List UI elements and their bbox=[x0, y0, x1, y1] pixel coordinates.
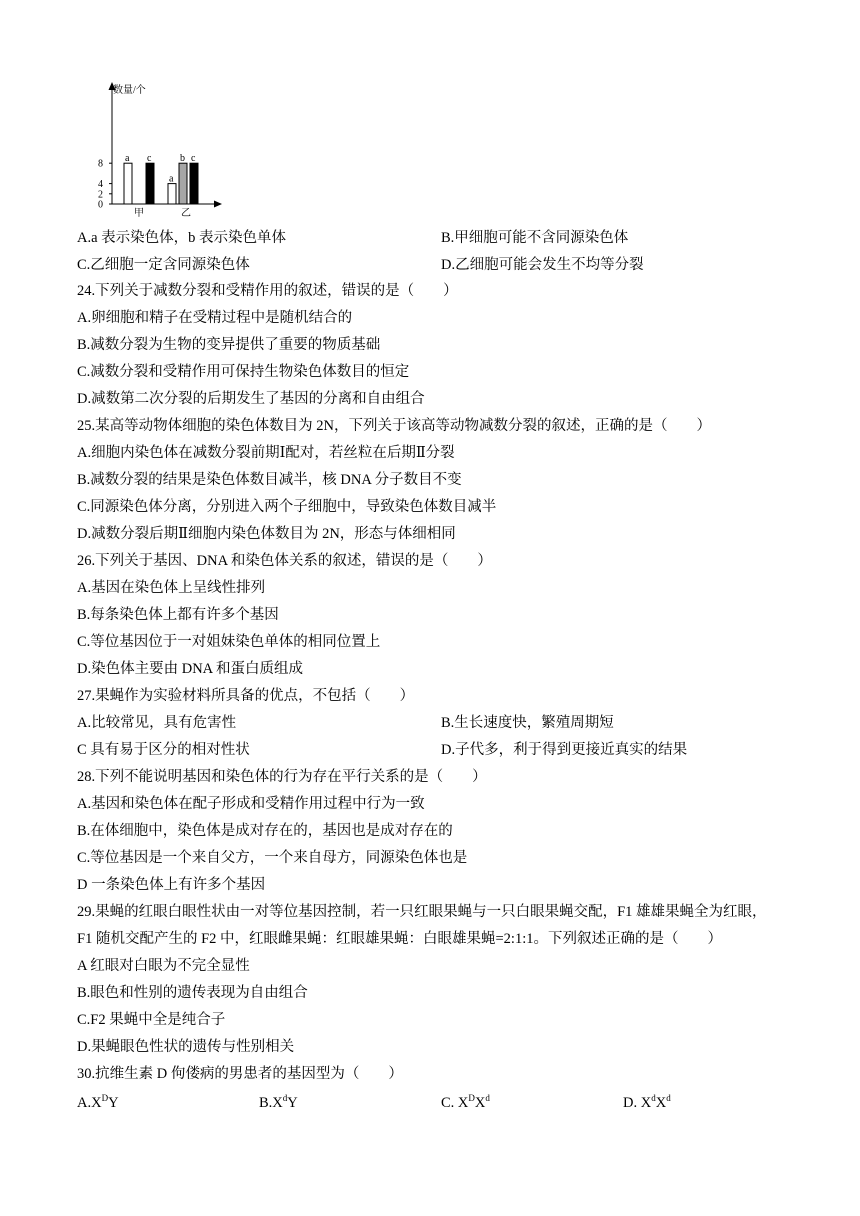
q30-option-a: $A.X^DY$ bbox=[77, 1093, 119, 1111]
q26-option-c: C.等位基因位于一对姐妹染色单体的相同位置上 bbox=[77, 634, 381, 650]
bar-label: c bbox=[147, 153, 152, 165]
bar-label: a bbox=[169, 173, 174, 185]
q27-stem: 27.果蝇作为实验材料所具备的优点，不包括（ ） bbox=[77, 688, 415, 704]
bar-b-1 bbox=[179, 163, 187, 204]
category-label: 乙 bbox=[181, 208, 191, 219]
bar-label: b bbox=[180, 153, 185, 165]
q27-option-a: A.比较常见，具有危害性 bbox=[77, 715, 237, 731]
y-tick-label: 8 bbox=[98, 158, 103, 170]
q24-option-b: B.减数分裂为生物的变异提供了重要的物质基础 bbox=[77, 337, 381, 353]
q24-option-d: D.减数第二次分裂的后期发生了基因的分离和自由组合 bbox=[77, 391, 425, 407]
y-tick-label: 0 bbox=[98, 199, 103, 211]
q29-option-b: B.眼色和性别的遗传表现为自由组合 bbox=[77, 985, 308, 1001]
q24-stem: 24.下列关于减数分裂和受精作用的叙述，错误的是（ ） bbox=[77, 283, 458, 299]
q27-option-d: D.子代多，利于得到更接近真实的结果 bbox=[441, 742, 688, 758]
q23-option-a: A.a 表示染色体，b 表示染色单体 bbox=[77, 230, 287, 246]
q26-stem: 26.下列关于基因、DNA 和染色体关系的叙述，错误的是（ ） bbox=[77, 553, 492, 569]
q29-stem-line2: F1 随机交配产生的 F2 中，红眼雌果蝇：红眼雄果蝇：白眼雄果蝇=2:1:1。下列叙述正确的是（ ） bbox=[77, 931, 722, 947]
q23-option-d: D.乙细胞可能会发生不均等分裂 bbox=[441, 257, 644, 273]
q29-option-c: C.F2 果蝇中全是纯合子 bbox=[77, 1012, 226, 1028]
q30-option-c: C. $X^DX^d$ bbox=[441, 1093, 490, 1111]
q30-option-b: $B.X^dY$ bbox=[259, 1093, 298, 1111]
x-axis-arrow bbox=[214, 201, 222, 208]
q29-option-d: D.果蝇眼色性状的遗传与性别相关 bbox=[77, 1039, 295, 1055]
q30-option-d: D. $X^dX^d$ bbox=[623, 1093, 671, 1111]
q28-option-c: C.等位基因是一个来自父方，一个来自母方，同源染色体也是 bbox=[77, 850, 468, 866]
q30-stem: 30.抗维生素 D 佝偻病的男患者的基因型为（ ） bbox=[77, 1066, 403, 1082]
y-axis-label: 数量/个 bbox=[113, 85, 146, 96]
q28-option-d: D 一条染色体上有许多个基因 bbox=[77, 877, 266, 893]
q25-stem: 25.某高等动物体细胞的染色体数目为 2N，下列关于该高等动物减数分裂的叙述，正确的是（ ） bbox=[77, 418, 711, 434]
bar-c-0 bbox=[146, 163, 154, 204]
bar-chart bbox=[92, 80, 242, 220]
q25-option-d: D.减数分裂后期Ⅱ细胞内染色体数目为 2N，形态与体细相同 bbox=[77, 526, 456, 542]
q26-option-d: D.染色体主要由 DNA 和蛋白质组成 bbox=[77, 661, 303, 677]
q29-stem-line1: 29.果蝇的红眼白眼性状由一对等位基因控制，若一只红眼果蝇与一只白眼果蝇交配，F1 雄雄果蝇全为红眼， bbox=[77, 904, 767, 920]
q27-option-c: C 具有易于区分的相对性状 bbox=[77, 742, 250, 758]
bar-label: a bbox=[125, 153, 130, 165]
q27-option-b: B.生长速度快，繁殖周期短 bbox=[441, 715, 614, 731]
q28-option-b: B.在体细胞中，染色体是成对存在的，基因也是成对存在的 bbox=[77, 823, 453, 839]
q23-option-b: B.甲细胞可能不含同源染色体 bbox=[441, 230, 629, 246]
q24-option-a: A.卵细胞和精子在受精过程中是随机结合的 bbox=[77, 310, 353, 326]
q23-option-c: C.乙细胞一定含同源染色体 bbox=[77, 257, 250, 273]
category-label: 甲 bbox=[134, 208, 144, 219]
y-tick-label: 2 bbox=[98, 189, 103, 201]
q24-option-c: C.减数分裂和受精作用可保持生物染色体数目的恒定 bbox=[77, 364, 410, 380]
q29-option-a: A 红眼对白眼为不完全显性 bbox=[77, 958, 250, 974]
q25-option-c: C.同源染色体分离，分别进入两个子细胞中，导致染色体数目减半 bbox=[77, 499, 497, 515]
bar-c-1 bbox=[190, 163, 198, 204]
bar-a-0 bbox=[124, 163, 132, 204]
q26-option-b: B.每条染色体上都有许多个基因 bbox=[77, 607, 279, 623]
q28-stem: 28.下列不能说明基因和染色体的行为存在平行关系的是（ ） bbox=[77, 769, 487, 785]
q26-option-a: A.基因在染色体上呈线性排列 bbox=[77, 580, 266, 596]
q28-option-a: A.基因和染色体在配子形成和受精作用过程中行为一致 bbox=[77, 796, 425, 812]
bar-label: c bbox=[191, 153, 196, 165]
q25-option-b: B.减数分裂的结果是染色体数目减半，核 DNA 分子数目不变 bbox=[77, 472, 462, 488]
y-tick-label: 4 bbox=[98, 179, 103, 191]
bar-a-1 bbox=[168, 184, 176, 204]
q25-option-a: A.细胞内染色体在减数分裂前期Ⅰ配对，若丝粒在后期Ⅱ分裂 bbox=[77, 445, 455, 461]
